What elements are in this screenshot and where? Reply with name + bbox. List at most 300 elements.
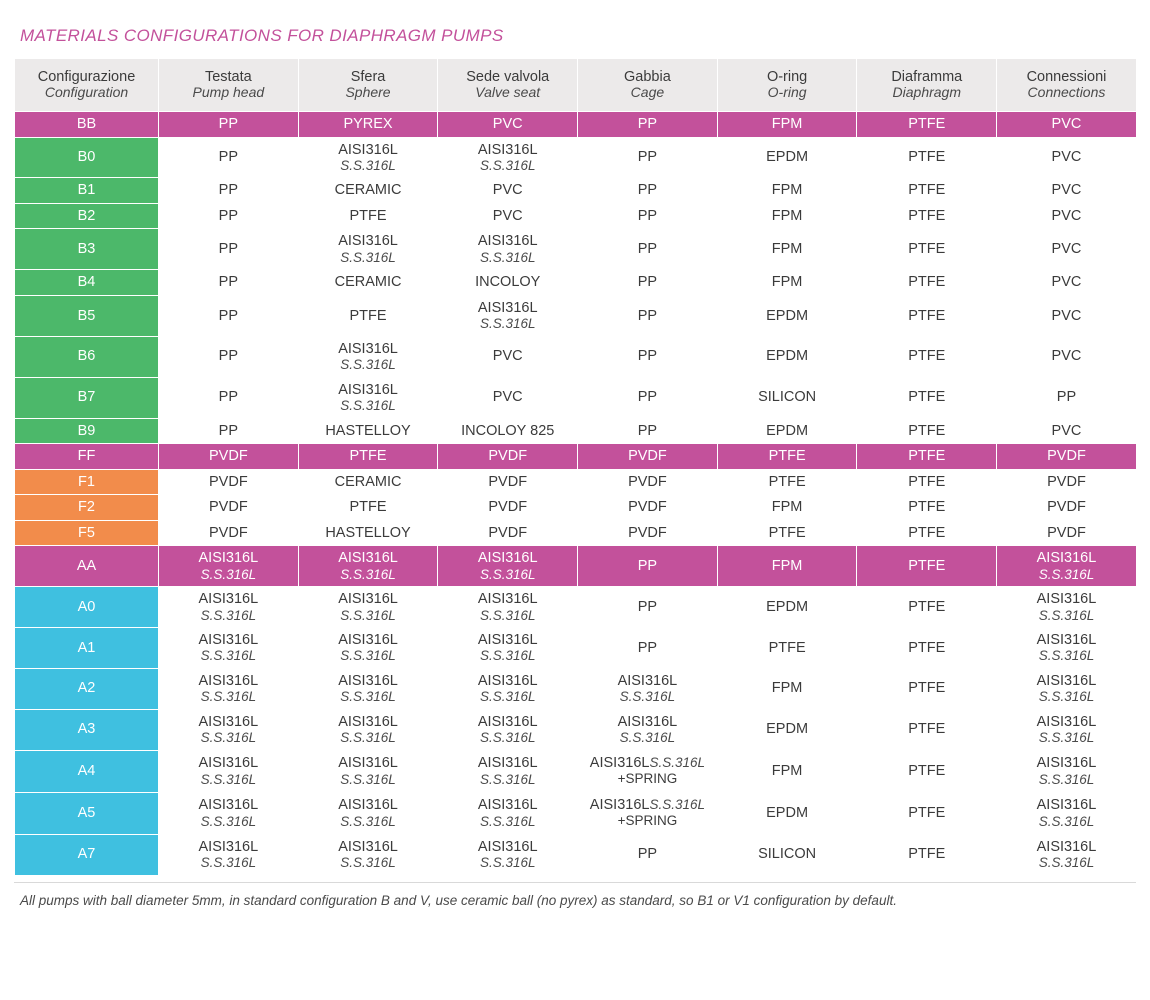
material-name: PP bbox=[1056, 389, 1077, 406]
column-header-5 bbox=[717, 59, 857, 112]
config-code-cell: F5 bbox=[15, 520, 159, 546]
material-value bbox=[859, 116, 994, 133]
material-value bbox=[301, 474, 436, 491]
material-cell bbox=[438, 377, 578, 418]
material-cell bbox=[717, 586, 857, 627]
material-name: PTFE bbox=[908, 680, 946, 697]
material-value bbox=[440, 591, 575, 623]
material-value bbox=[440, 797, 575, 829]
material-value bbox=[580, 673, 715, 705]
material-value bbox=[301, 423, 436, 440]
config-code-cell: B7 bbox=[15, 377, 159, 418]
material-name: AISI316L bbox=[477, 233, 538, 250]
material-cell bbox=[717, 520, 857, 546]
material-name: AISI316L bbox=[617, 672, 678, 689]
material-value bbox=[301, 673, 436, 705]
material-name: PVDF bbox=[628, 473, 667, 490]
material-name: AISI316L bbox=[198, 550, 259, 567]
material-name: AISI316L bbox=[617, 713, 678, 730]
material-name: PTFE bbox=[908, 721, 946, 738]
material-name: AISI316L bbox=[477, 299, 538, 316]
material-name-en: S.S.316L bbox=[200, 607, 257, 623]
material-value bbox=[161, 591, 296, 623]
column-header-label-it: Sede valvola bbox=[466, 68, 550, 85]
material-name-en: S.S.316L bbox=[340, 771, 396, 787]
material-value bbox=[161, 632, 296, 664]
material-value bbox=[580, 149, 715, 166]
material-value bbox=[161, 149, 296, 166]
config-code-cell: B6 bbox=[15, 336, 159, 377]
material-value bbox=[580, 182, 715, 199]
material-name: AISI316L bbox=[1036, 590, 1097, 607]
material-value bbox=[580, 558, 715, 575]
material-cell bbox=[159, 444, 299, 470]
table-row bbox=[15, 668, 1137, 709]
material-value bbox=[580, 599, 715, 616]
material-name: AISI316L bbox=[477, 797, 538, 814]
material-name: PP bbox=[218, 274, 239, 291]
material-cell bbox=[578, 203, 718, 229]
material-name-en: S.S.316L bbox=[619, 730, 676, 746]
material-name: EPDM bbox=[766, 307, 809, 324]
material-name: PP bbox=[637, 846, 658, 863]
table-header-row bbox=[15, 59, 1137, 112]
material-value bbox=[859, 721, 994, 738]
material-name-en: S.S.316L bbox=[340, 648, 396, 664]
material-cell bbox=[159, 377, 299, 418]
material-name: INCOLOY 825 bbox=[461, 422, 555, 439]
material-name: PTFE bbox=[908, 499, 946, 516]
material-cell bbox=[857, 137, 997, 178]
material-cell bbox=[717, 270, 857, 296]
material-extra: +SPRING bbox=[617, 813, 678, 829]
material-value bbox=[161, 474, 296, 491]
material-cell bbox=[857, 178, 997, 204]
column-header-label-it: Gabbia bbox=[624, 68, 671, 85]
config-code-cell: A3 bbox=[15, 709, 159, 750]
material-cell bbox=[298, 336, 438, 377]
material-cell bbox=[997, 203, 1137, 229]
material-cell bbox=[997, 444, 1137, 470]
material-name-en: S.S.316L bbox=[340, 607, 396, 623]
material-cell bbox=[857, 444, 997, 470]
material-value bbox=[440, 116, 575, 133]
material-value bbox=[720, 846, 855, 863]
material-cell bbox=[159, 709, 299, 750]
material-name: AISI316L bbox=[338, 631, 398, 648]
material-name: FPM bbox=[771, 241, 803, 258]
material-value bbox=[999, 348, 1134, 365]
material-cell bbox=[298, 520, 438, 546]
material-cell bbox=[159, 792, 299, 834]
material-value bbox=[580, 448, 715, 465]
material-cell bbox=[857, 295, 997, 336]
material-name: EPDM bbox=[766, 422, 809, 439]
column-header-label-it: O-ring bbox=[766, 68, 808, 85]
material-value bbox=[999, 673, 1134, 705]
material-value bbox=[999, 208, 1134, 225]
material-value bbox=[999, 241, 1134, 258]
material-cell bbox=[578, 178, 718, 204]
material-cell bbox=[298, 418, 438, 444]
material-name-en: S.S.316L bbox=[479, 855, 536, 871]
material-cell bbox=[159, 137, 299, 178]
material-cell bbox=[857, 520, 997, 546]
material-value bbox=[440, 348, 575, 365]
material-cell bbox=[298, 112, 438, 138]
config-code-cell: AA bbox=[15, 546, 159, 587]
material-cell bbox=[717, 627, 857, 668]
material-value bbox=[999, 448, 1134, 465]
config-code-cell: FF bbox=[15, 444, 159, 470]
material-name: AISI316L bbox=[477, 141, 538, 158]
material-cell bbox=[298, 668, 438, 709]
material-cell bbox=[578, 834, 718, 875]
material-name: PVDF bbox=[209, 499, 248, 516]
material-value bbox=[720, 721, 855, 738]
material-cell bbox=[717, 229, 857, 270]
material-name-en: S.S.316L bbox=[200, 855, 257, 871]
material-name: PVDF bbox=[488, 448, 528, 465]
material-cell bbox=[438, 336, 578, 377]
material-name: PTFE bbox=[349, 499, 387, 516]
material-value bbox=[580, 308, 715, 325]
material-name: SILICON bbox=[758, 389, 817, 406]
material-value bbox=[859, 499, 994, 516]
material-name: EPDM bbox=[766, 598, 809, 615]
material-name: PTFE bbox=[768, 473, 806, 490]
material-value bbox=[580, 348, 715, 365]
material-name: PVC bbox=[1051, 116, 1082, 132]
material-cell bbox=[298, 792, 438, 834]
material-value bbox=[301, 632, 436, 664]
material-name: PP bbox=[218, 149, 239, 166]
material-cell bbox=[159, 834, 299, 875]
material-name-en: S.S.316L bbox=[340, 813, 396, 829]
column-header-label-en: Configuration bbox=[44, 84, 129, 101]
material-name: AISI316L bbox=[1036, 797, 1097, 814]
table-row bbox=[15, 627, 1137, 668]
column-header-label-en: Valve seat bbox=[475, 84, 541, 101]
material-cell bbox=[717, 295, 857, 336]
material-name: AISI316L bbox=[338, 672, 398, 689]
column-header-label-it: Connessioni bbox=[1026, 68, 1107, 85]
material-name: PTFE bbox=[908, 473, 946, 490]
config-code-cell: A7 bbox=[15, 834, 159, 875]
material-value bbox=[580, 640, 715, 657]
material-cell bbox=[298, 709, 438, 750]
material-cell bbox=[298, 469, 438, 495]
config-code-cell: B4 bbox=[15, 270, 159, 296]
material-name-en: S.S.316L bbox=[200, 648, 257, 664]
column-header-label-en: Connections bbox=[1027, 84, 1106, 101]
material-name: AISI316L bbox=[198, 713, 259, 730]
material-name: PVDF bbox=[209, 473, 248, 490]
material-name: CERAMIC bbox=[334, 274, 402, 291]
material-value bbox=[859, 274, 994, 291]
table-row bbox=[15, 418, 1137, 444]
column-header-label-en: O-ring bbox=[767, 84, 807, 101]
material-name-en: S.S.316L bbox=[479, 771, 536, 787]
material-value bbox=[999, 389, 1134, 406]
material-cell bbox=[578, 546, 718, 587]
material-value bbox=[301, 550, 436, 582]
material-name: PP bbox=[218, 241, 239, 258]
material-name: PTFE bbox=[908, 846, 946, 863]
material-name: AISI316L bbox=[338, 381, 398, 398]
material-cell bbox=[857, 627, 997, 668]
material-cell bbox=[717, 495, 857, 521]
material-value bbox=[720, 274, 855, 291]
material-cell bbox=[717, 469, 857, 495]
material-value bbox=[301, 525, 436, 542]
config-code-cell: BB bbox=[15, 112, 159, 138]
material-cell bbox=[578, 586, 718, 627]
material-cell bbox=[298, 295, 438, 336]
material-cell bbox=[159, 229, 299, 270]
material-name-en: S.S.316L bbox=[649, 796, 706, 812]
material-name: EPDM bbox=[766, 804, 809, 821]
material-name: PVC bbox=[1051, 241, 1082, 258]
material-name: PP bbox=[637, 422, 658, 439]
material-cell bbox=[298, 834, 438, 875]
material-cell bbox=[997, 112, 1137, 138]
material-cell bbox=[578, 444, 718, 470]
material-name-en: S.S.316L bbox=[479, 316, 536, 332]
material-value bbox=[161, 797, 296, 829]
table-row bbox=[15, 295, 1137, 336]
material-name: PVDF bbox=[1047, 473, 1086, 490]
material-name: PVC bbox=[1051, 348, 1082, 365]
material-value bbox=[440, 632, 575, 664]
column-header-7 bbox=[997, 59, 1137, 112]
material-name: PP bbox=[218, 389, 239, 406]
material-name-en: S.S.316L bbox=[619, 689, 676, 705]
material-name: AISI316L bbox=[338, 233, 398, 250]
material-cell bbox=[298, 627, 438, 668]
column-header-label-it: Diaframma bbox=[891, 68, 963, 85]
material-name: PTFE bbox=[908, 116, 946, 132]
material-name: FPM bbox=[771, 207, 803, 224]
material-value bbox=[999, 591, 1134, 623]
material-cell bbox=[997, 709, 1137, 750]
material-value bbox=[580, 846, 715, 863]
material-value bbox=[440, 448, 575, 465]
column-header-6 bbox=[857, 59, 997, 112]
material-name: PP bbox=[637, 307, 658, 324]
material-name: PTFE bbox=[908, 639, 946, 656]
material-value bbox=[859, 208, 994, 225]
material-value bbox=[999, 632, 1134, 664]
material-cell bbox=[578, 709, 718, 750]
material-name: PTFE bbox=[908, 389, 946, 406]
material-name-en: S.S.316L bbox=[479, 730, 536, 746]
material-value bbox=[720, 763, 855, 780]
material-value bbox=[301, 182, 436, 199]
material-cell bbox=[997, 668, 1137, 709]
material-value bbox=[161, 182, 296, 199]
material-value bbox=[440, 389, 575, 406]
material-name-en: S.S.316L bbox=[340, 398, 396, 414]
materials-configuration-table bbox=[14, 58, 1137, 876]
material-value bbox=[859, 763, 994, 780]
material-name: AISI316L bbox=[198, 672, 259, 689]
material-value bbox=[859, 389, 994, 406]
material-cell bbox=[717, 444, 857, 470]
material-cell bbox=[997, 377, 1137, 418]
material-cell bbox=[717, 750, 857, 792]
material-value bbox=[720, 241, 855, 258]
material-value bbox=[720, 805, 855, 822]
column-header-label-it: Testata bbox=[204, 68, 252, 85]
material-cell bbox=[857, 229, 997, 270]
material-name-en: S.S.316L bbox=[1038, 730, 1095, 746]
material-name: PVC bbox=[1051, 422, 1082, 439]
material-name: SILICON bbox=[758, 846, 817, 863]
material-name: AISI316L bbox=[338, 590, 398, 607]
material-cell bbox=[438, 627, 578, 668]
material-name: PVC bbox=[492, 348, 523, 365]
material-cell bbox=[438, 586, 578, 627]
material-name-en: S.S.316L bbox=[340, 730, 396, 746]
material-name: PP bbox=[218, 182, 239, 199]
material-cell bbox=[438, 520, 578, 546]
material-cell bbox=[438, 546, 578, 587]
material-name-en: S.S.316L bbox=[1038, 771, 1095, 787]
material-name-en: S.S.316L bbox=[1038, 607, 1095, 623]
material-value bbox=[580, 525, 715, 542]
material-cell bbox=[438, 295, 578, 336]
material-value bbox=[161, 241, 296, 258]
material-cell bbox=[997, 469, 1137, 495]
material-cell bbox=[997, 520, 1137, 546]
material-value bbox=[440, 673, 575, 705]
table-row bbox=[15, 750, 1137, 792]
material-name-en: S.S.316L bbox=[479, 813, 536, 829]
material-name-en: S.S.316L bbox=[479, 607, 536, 623]
material-value bbox=[720, 680, 855, 697]
column-header-0 bbox=[15, 59, 159, 112]
material-cell bbox=[159, 418, 299, 444]
material-name: AISI316L bbox=[477, 631, 538, 648]
material-value bbox=[580, 474, 715, 491]
material-name: PP bbox=[218, 348, 239, 365]
material-name: AISI316L bbox=[1036, 631, 1097, 648]
material-name: PP bbox=[637, 348, 658, 365]
material-cell bbox=[578, 792, 718, 834]
material-name: AISI316L bbox=[338, 755, 398, 772]
material-cell bbox=[857, 469, 997, 495]
material-cell bbox=[159, 469, 299, 495]
material-value bbox=[859, 599, 994, 616]
column-header-3 bbox=[438, 59, 578, 112]
table-row bbox=[15, 203, 1137, 229]
material-cell bbox=[159, 627, 299, 668]
material-name-en: S.S.316L bbox=[479, 648, 536, 664]
material-name: AISI316L bbox=[338, 141, 398, 158]
material-name: EPDM bbox=[766, 149, 809, 166]
material-name-en: S.S.316L bbox=[200, 771, 257, 787]
material-value bbox=[161, 389, 296, 406]
material-name: PVDF bbox=[488, 473, 528, 490]
material-name: AISI316L bbox=[198, 631, 259, 648]
config-code-cell: A0 bbox=[15, 586, 159, 627]
material-value bbox=[301, 308, 436, 325]
material-name: PP bbox=[637, 389, 658, 406]
material-name: PP bbox=[637, 149, 658, 166]
material-value bbox=[161, 116, 296, 133]
material-cell bbox=[578, 137, 718, 178]
material-name: AISI316L bbox=[1036, 672, 1097, 689]
material-value bbox=[440, 474, 575, 491]
material-value bbox=[301, 839, 436, 871]
material-value bbox=[161, 308, 296, 325]
material-name: PP bbox=[218, 116, 239, 132]
material-value bbox=[440, 550, 575, 582]
material-name: PTFE bbox=[908, 348, 946, 365]
material-value bbox=[720, 525, 855, 542]
material-name: PTFE bbox=[908, 804, 946, 821]
material-name-en: S.S.316L bbox=[340, 158, 396, 174]
material-cell bbox=[159, 112, 299, 138]
material-name: PTFE bbox=[908, 598, 946, 615]
material-name-en: S.S.316L bbox=[1038, 813, 1095, 829]
material-name: PVC bbox=[1051, 149, 1082, 166]
material-cell bbox=[159, 668, 299, 709]
material-value bbox=[440, 423, 575, 440]
material-name-en: S.S.316L bbox=[340, 566, 396, 582]
material-value bbox=[859, 474, 994, 491]
material-value bbox=[440, 714, 575, 746]
material-value bbox=[161, 525, 296, 542]
config-code-cell: B3 bbox=[15, 229, 159, 270]
material-value bbox=[161, 673, 296, 705]
material-value bbox=[580, 423, 715, 440]
material-value bbox=[580, 274, 715, 291]
material-cell bbox=[997, 229, 1137, 270]
material-cell bbox=[717, 834, 857, 875]
config-code-cell: A5 bbox=[15, 792, 159, 834]
material-cell bbox=[438, 750, 578, 792]
config-code-cell: B9 bbox=[15, 418, 159, 444]
table-row bbox=[15, 377, 1137, 418]
material-cell bbox=[298, 203, 438, 229]
material-value bbox=[301, 208, 436, 225]
material-value bbox=[161, 714, 296, 746]
material-name: PP bbox=[637, 598, 658, 615]
config-code-cell: A1 bbox=[15, 627, 159, 668]
material-name: PTFE bbox=[908, 557, 946, 574]
material-cell bbox=[857, 377, 997, 418]
material-value bbox=[999, 274, 1134, 291]
material-name-en: S.S.316L bbox=[479, 249, 536, 265]
material-value bbox=[999, 714, 1134, 746]
material-name-en: S.S.316L bbox=[200, 730, 257, 746]
material-value bbox=[720, 389, 855, 406]
material-cell bbox=[159, 178, 299, 204]
material-value bbox=[720, 448, 855, 465]
material-cell bbox=[578, 377, 718, 418]
material-value bbox=[859, 423, 994, 440]
material-cell bbox=[578, 295, 718, 336]
material-name-en: S.S.316L bbox=[1038, 648, 1095, 664]
column-header-label-en: Sphere bbox=[345, 84, 391, 101]
material-value bbox=[720, 149, 855, 166]
material-name: PVC bbox=[492, 207, 523, 224]
material-cell bbox=[438, 668, 578, 709]
material-value bbox=[301, 714, 436, 746]
material-cell bbox=[717, 336, 857, 377]
